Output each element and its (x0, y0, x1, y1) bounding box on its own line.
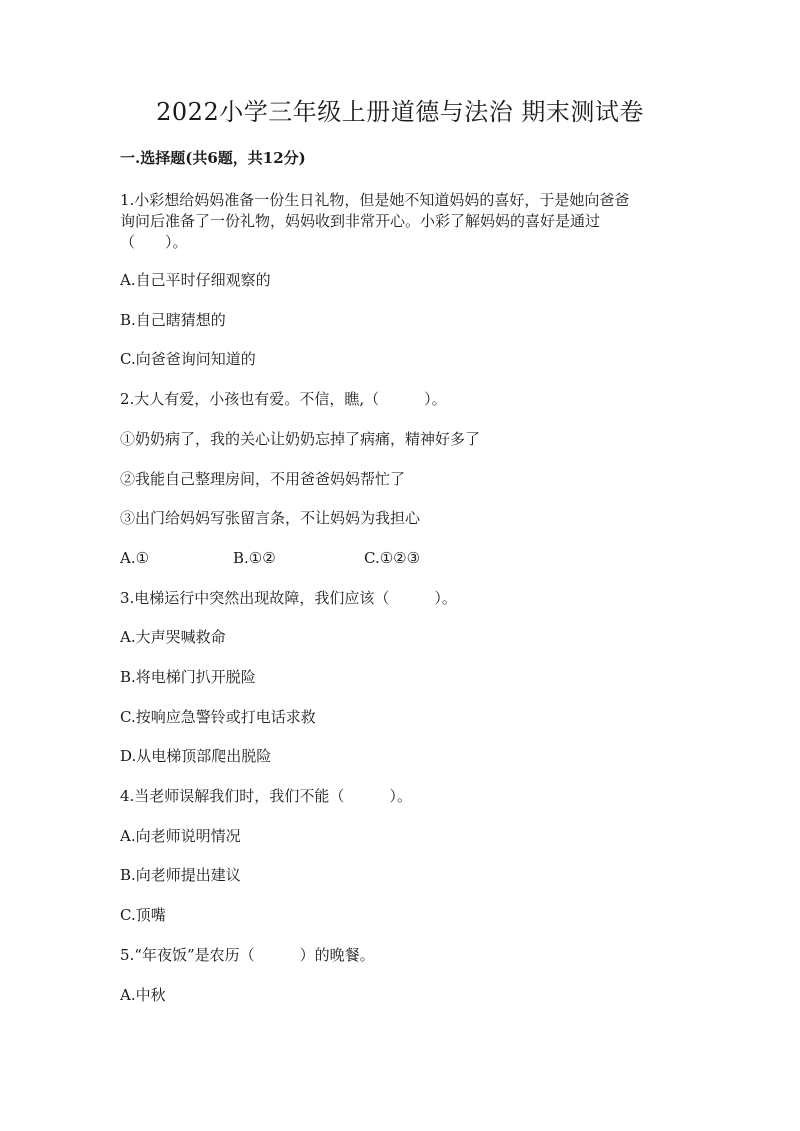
question-1-option-b: B.自己瞎猜想的 (120, 311, 226, 329)
question-4-stem: 4.当老师误解我们时，我们不能（ ）。 (120, 787, 412, 805)
page-title: 2022小学三年级上册道德与法治 期末测试卷 (156, 98, 644, 126)
question-4-option-b: B.向老师提出建议 (120, 866, 241, 884)
question-3-stem: 3.电梯运行中突然出现故障，我们应该（ ）。 (120, 589, 457, 607)
question-1-option-a: A.自己平时仔细观察的 (120, 271, 271, 289)
question-1-line-2: 询问后准备了一份礼物，妈妈收到非常开心。小彩了解妈妈的喜好是通过 (120, 212, 601, 230)
question-2-option-b: B.①② (233, 549, 276, 567)
question-2-statement-2: ②我能自己整理房间，不用爸爸妈妈帮忙了 (120, 470, 406, 488)
section-heading: 一.选择题(共6题，共12分) (120, 149, 306, 167)
question-1-line-1: 1.小彩想给妈妈准备一份生日礼物，但是她不知道妈妈的喜好，于是她向爸爸 (120, 191, 630, 209)
question-3-option-a: A.大声哭喊救命 (120, 628, 226, 646)
question-4-option-c: C.顶嘴 (120, 906, 166, 924)
question-4-option-a: A.向老师说明情况 (120, 827, 241, 845)
question-3-option-c: C.按响应急警铃或打电话求救 (120, 708, 316, 726)
question-2-statement-3: ③出门给妈妈写张留言条，不让妈妈为我担心 (120, 509, 421, 527)
question-3-option-d: D.从电梯顶部爬出脱险 (120, 747, 272, 765)
question-5-option-a: A.中秋 (120, 986, 166, 1004)
question-2-stem: 2.大人有爱，小孩也有爱。不信，瞧,（ ）。 (120, 390, 447, 408)
question-1-option-c: C.向爸爸询问知道的 (120, 350, 256, 368)
question-1-line-3: （ ）。 (120, 233, 188, 251)
question-3-option-b: B.将电梯门扒开脱险 (120, 668, 256, 686)
question-5-stem: 5.“年夜饭”是农历（ ）的晚餐。 (120, 946, 375, 964)
question-2-statement-1: ①奶奶病了，我的关心让奶奶忘掉了病痛，精神好多了 (120, 430, 481, 448)
question-2-option-c: C.①②③ (364, 549, 421, 567)
question-2-option-a: A.① (120, 549, 150, 567)
